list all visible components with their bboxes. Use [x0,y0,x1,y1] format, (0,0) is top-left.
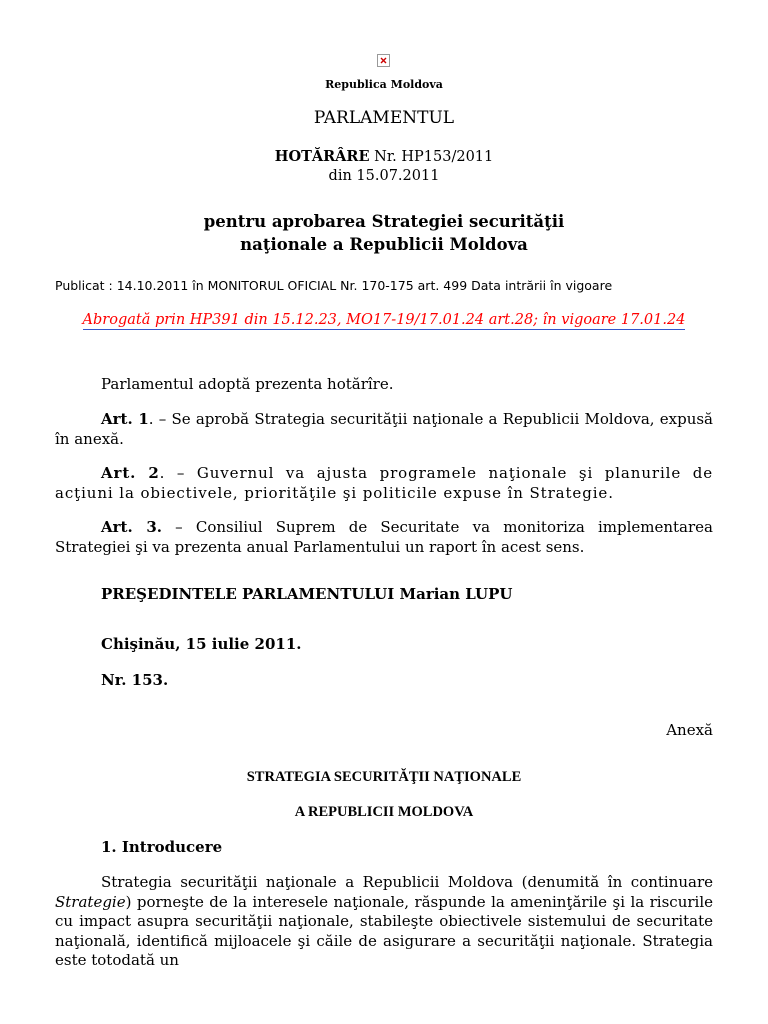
institution-name: PARLAMENTUL [313,108,455,128]
article-2 [55,464,713,503]
president-signature: PREŞEDINTELE PARLAMENTULUI Marian LUPU [101,585,513,603]
act-heading [55,147,713,186]
act-date: din 15.07.2011 [328,168,440,184]
title-line-1: pentru aprobarea Strategiei securităţii [203,212,565,231]
article-2-text: . – Guvernul va ajusta programele naţionale şi planurile de acţiuni la obiectivele, priorităţile şi politicile expuse în Strategie. [55,464,713,502]
state-name: Republica Moldova [325,78,443,91]
act-type: HOTĂRÂRE [274,148,370,165]
intro-text-rest: ) porneşte de la interesele naţionale, răspunde la ameninţările şi la riscurile cu impact asupra securităţii naţionale, stabileşte obiectivele sistemului de securitate naţională, identifică mijloacele şi căile de asigurare a securităţii naţionale. Strategia este totodată un [55,892,713,969]
intro-text-start: Strategia securităţii naţionale a Republicii Moldova (denumită în continuare [101,873,713,891]
article-1-label: Art. 1 [101,410,149,428]
article-1-text: . – Se aprobă Strategia securităţii naţionale a Republicii Moldova, expusă în anexă. [55,410,713,448]
intro-text-italic: Strategie [55,892,126,911]
document-title [55,210,713,256]
article-3-text: – Consiliul Suprem de Securitate va monitoriza implementarea Strategiei şi va prezenta anual Parlamentului un raport în acest sens. [55,518,713,556]
annex-title-line-2: A REPUBLICII MOLDOVA [294,804,474,820]
annex-label: Anexă [666,721,713,739]
abrogation-notice [55,312,713,328]
article-1 [55,410,713,449]
broken-image-icon [377,54,390,67]
act-number: Nr. HP153/2011 [369,149,494,165]
publication-info: Publicat : 14.10.2011 în MONITORUL OFICIAL Nr. 170-175 art. 499 Data intrării în vigoare [55,278,613,293]
decision-number: Nr. 153. [101,671,169,689]
place-date: Chişinău, 15 iulie 2011. [101,635,302,653]
introduction-paragraph [55,873,713,971]
title-line-2: naţionale a Republicii Moldova [240,235,528,254]
abrogation-link[interactable]: Abrogată prin HP391 din 15.12.23, MO17-19/17.01.24 art.28; în vigoare 17.01.24 [82,312,686,328]
section-heading-introduction: 1. Introducere [101,838,223,856]
article-2-label: Art. 2 [101,464,160,482]
adoption-sentence: Parlamentul adoptă prezenta hotărîre. [101,375,394,393]
article-3 [55,518,713,557]
annex-title-line-1: STRATEGIA SECURITĂŢII NAŢIONALE [246,769,522,785]
article-3-label: Art. 3. [101,518,162,536]
